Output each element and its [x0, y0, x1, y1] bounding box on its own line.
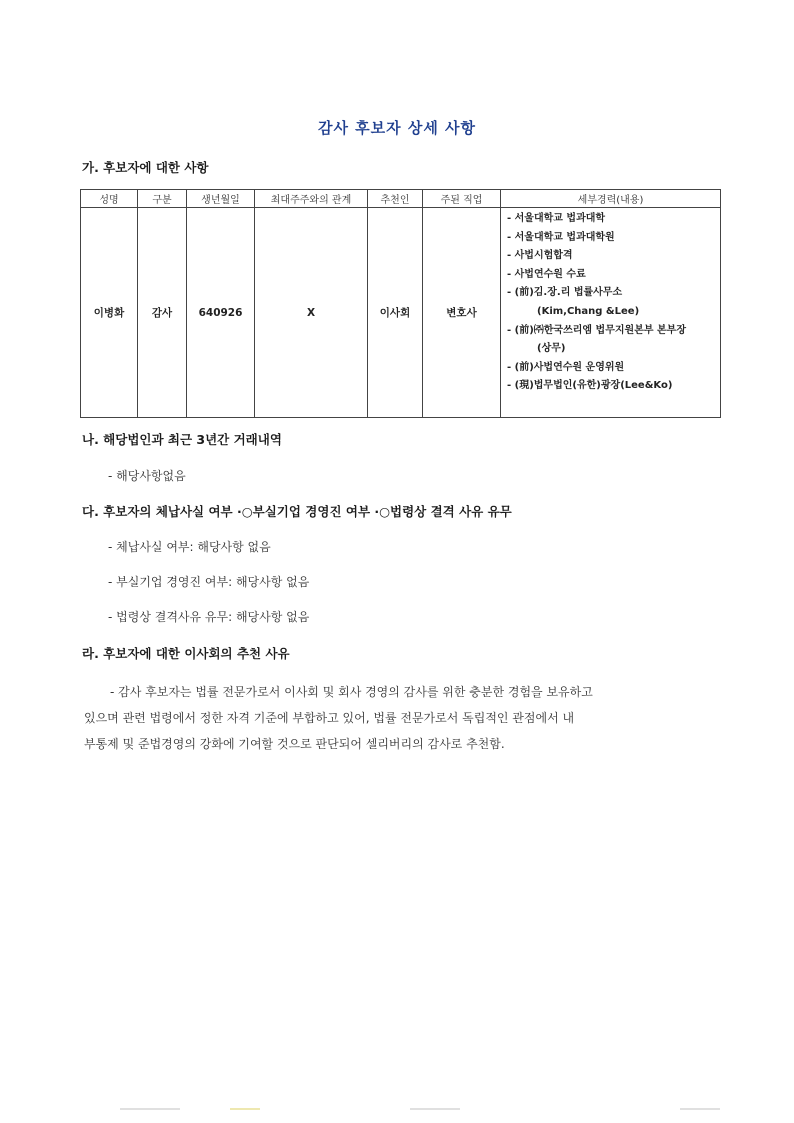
career-item: - (現)법무법인(유한)광장(Lee&Ko): [507, 380, 673, 392]
section-a-heading: 가. 후보자에 대한 사항: [82, 160, 209, 175]
header-recommender: 추천인: [368, 190, 423, 208]
header-relation: 최대주주와의 관계: [255, 190, 368, 208]
section-c-item: - 부실기업 경영진 여부: 해당사항 없음: [108, 575, 310, 589]
header-name: 성명: [81, 190, 138, 208]
recommendation-paragraph: [84, 679, 722, 757]
table-header-row: [81, 190, 721, 208]
section-b-heading: 나. 해당법인과 최근 3년간 거래내역: [82, 432, 282, 447]
paragraph-line: 있으며 관련 법령에서 정한 자격 기준에 부합하고 있어, 법률 전문가로서 독립적인 관점에서 내: [84, 711, 575, 725]
career-item: - (前)김.장.리 법률사무소: [507, 287, 623, 299]
career-item: - (前)㈜한국쓰리엠 법무지원본부 본부장: [507, 324, 686, 336]
career-item: - (前)사법연수원 운영위원: [507, 361, 625, 373]
scan-artifact: [230, 1108, 260, 1110]
document-title: 감사 후보자 상세 사항: [317, 119, 477, 137]
cell-birth: 640926: [187, 208, 255, 418]
table-row: [81, 208, 721, 418]
paragraph-line: - 감사 후보자는 법률 전문가로서 이사회 및 회사 경영의 감사를 위한 충분한 경험을 보유하고: [110, 685, 593, 699]
section-c-item: - 법령상 결격사유 유무: 해당사항 없음: [108, 610, 310, 624]
cell-type: 감사: [138, 208, 187, 418]
header-birth: 생년월일: [187, 190, 255, 208]
cell-name: 이병화: [81, 208, 138, 418]
paragraph-line: 부통제 및 준법경영의 강화에 기여할 것으로 판단되어 셀리버리의 감사로 추천함.: [84, 737, 505, 751]
career-item: - 서울대학교 법과대학: [507, 213, 606, 224]
section-c-heading: 다. 후보자의 체납사실 여부 ·○부실기업 경영진 여부 ·○법령상 결격 사유 유무: [82, 504, 512, 519]
candidate-table: [80, 189, 721, 418]
career-item: - 사법연수원 수료: [507, 268, 586, 280]
cell-relation: X: [255, 208, 368, 418]
career-item: - 서울대학교 법과대학원: [507, 231, 615, 243]
cell-recommender: 이사회: [368, 208, 423, 418]
scan-artifact: [410, 1108, 460, 1110]
header-type: 구분: [138, 190, 187, 208]
section-c-item: - 체납사실 여부: 해당사항 없음: [108, 540, 271, 554]
career-item: - 사법시험합격: [507, 250, 573, 262]
header-career: 세부경력(내용): [501, 190, 721, 208]
scan-artifact: [680, 1108, 720, 1110]
cell-occupation: 변호사: [423, 208, 501, 418]
section-b-item: - 해당사항없음: [108, 469, 186, 483]
career-item: (상무): [537, 343, 566, 355]
cell-career: [501, 208, 721, 418]
header-occupation: 주된 직업: [423, 190, 501, 208]
scan-artifact: [120, 1108, 180, 1110]
section-d-heading: 라. 후보자에 대한 이사회의 추천 사유: [82, 646, 290, 661]
career-item: (Kim,Chang &Lee): [537, 305, 640, 317]
